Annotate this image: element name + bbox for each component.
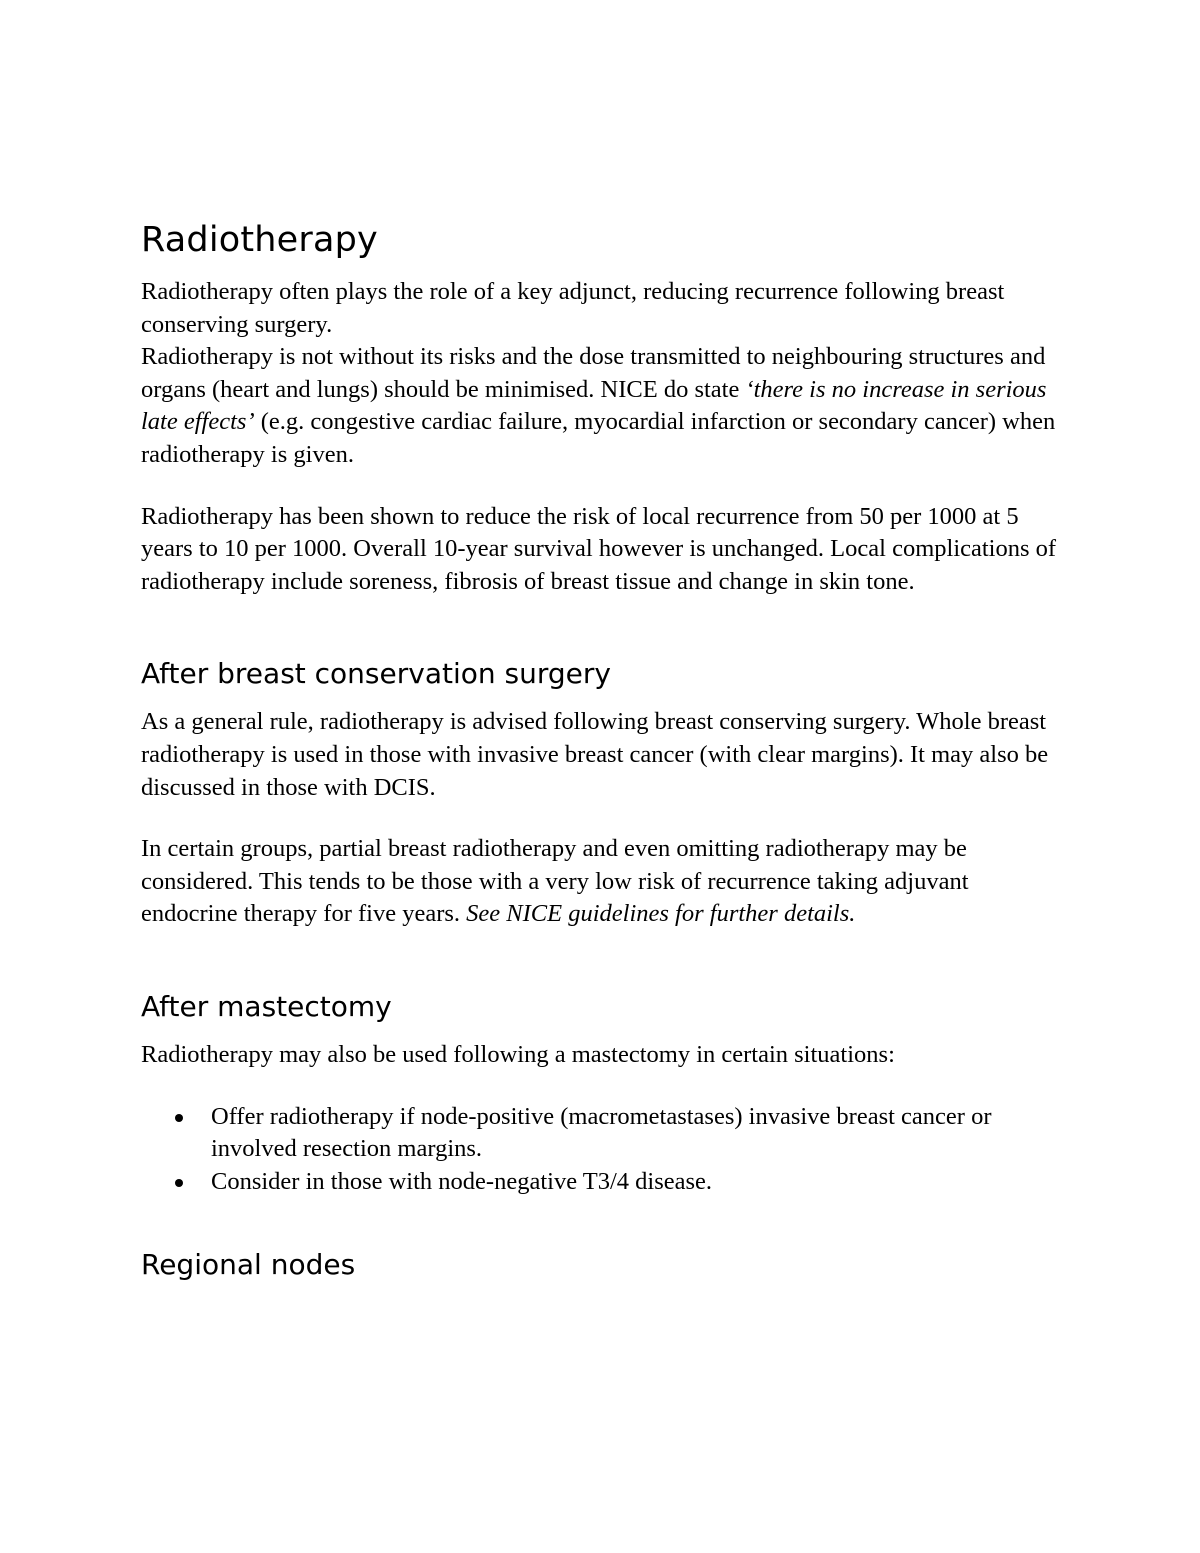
bullet-icon [175,1179,183,1187]
intro-paragraph-2 [141,341,1071,471]
bcs-paragraph-2-text: In certain groups, partial breast radiotherapy and even omitting radiotherapy may be considered. This tends to be those with a very low risk of recurrence taking adjuvant endocrine therapy for five years. [141,835,969,928]
nice-guidelines-note: See NICE guidelines for further details. [466,900,856,928]
section-heading-regional-nodes: Regional nodes [141,1248,356,1282]
list-item-text: Consider in those with node-negative T3/4 disease. [211,1167,713,1195]
mastectomy-paragraph-1: Radiotherapy may also be used following a mastectomy in certain situations: [141,1040,895,1068]
intro-paragraph-2-text-b: (e.g. congestive cardiac failure, myocardial infarction or secondary cancer) when radiotherapy is given. [141,408,1056,468]
bullet-icon [175,1114,183,1122]
nice-quote: ‘there is no increase in serious late effects’ [141,375,1047,436]
mastectomy-bullet-list [141,1101,1071,1199]
page-title: Radiotherapy [141,220,378,260]
bcs-paragraph-1: As a general rule, radiotherapy is advised following breast conserving surgery. Whole breast radiotherapy is used in those with invasive breast cancer (with clear margins). It may also be discussed in those with DCIS. [141,708,1049,801]
list-item [211,1166,1071,1199]
intro-paragraph-1: Radiotherapy often plays the role of a key adjunct, reducing recurrence following breast conserving surgery. [141,278,1005,338]
document-page [141,218,1071,1297]
list-item [211,1101,1071,1166]
list-item-text: Offer radiotherapy if node-positive (macrometastases) invasive breast cancer or involved resection margins. [211,1102,992,1163]
section-heading-mastectomy: After mastectomy [141,989,392,1023]
section-heading-bcs: After breast conservation surgery [141,657,611,691]
bcs-paragraph-2 [141,833,1071,931]
intro-paragraph-2-text-a: Radiotherapy is not without its risks and the dose transmitted to neighbouring structures and organs (heart and lungs) should be minimised. NICE do state [141,343,1046,403]
intro-paragraph-3: Radiotherapy has been shown to reduce the risk of local recurrence from 50 per 1000 at 5 years to 10 per 1000. Overall 10-year survival however is unchanged. Local complications of radiotherapy include soreness, fibrosis of breast tissue and change in skin tone. [141,502,1057,595]
